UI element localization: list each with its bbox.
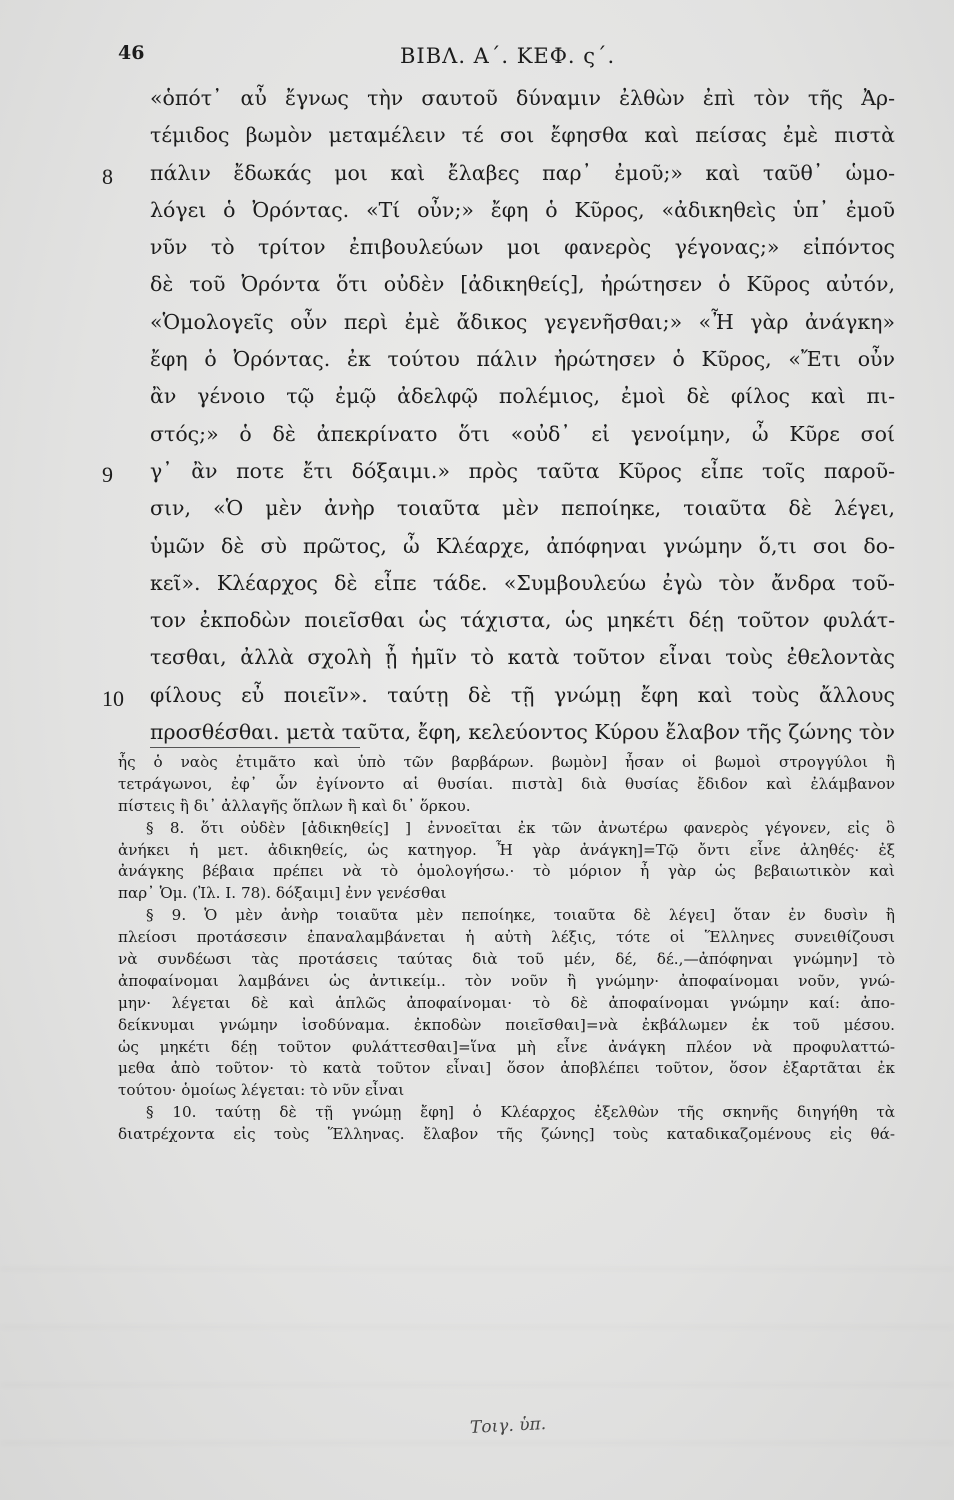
text-line: γ᾽ ἂν ποτε ἔτι δόξαιμι.» πρὸς ταῦτα Κῦρος εἶπε τοῖς παροῦ- [150, 458, 895, 483]
note-line: ἀποφαίνομαι λαμβάνει ὡς ἀντικείμ.. τὸν νοῦν ἢ γνώμην· ἀποφαίνομαι νοῦν, γνώ- [118, 971, 895, 990]
text-line: σιν, «Ὁ μὲν ἀνὴρ τοιαῦτα μὲν πεποίηκε, τοιαῦτα δὲ λέγει, [150, 496, 895, 521]
page-number: 46 [118, 42, 145, 64]
text-line: ἔφη ὁ Ὀρόντας. ἐκ τούτου πάλιν ἠρώτησεν ὁ Κῦρος, «Ἔτι οὖν [150, 347, 895, 372]
handwritten-note: Τοιγ. ὑπ. [469, 1414, 547, 1438]
text-line: λόγει ὁ Ὀρόντας. «Τί οὖν;» ἔφη ὁ Κῦρος, «ἀδικηθεὶς ὑπ᾽ ἐμοῦ [150, 197, 895, 222]
note-line: δείκνυμαι γνώμην ἰσοδύναμα. ἐκποδὼν ποιεῖσθαι]=νὰ ἐκβάλωμεν ἐκ τοῦ μέσου. [118, 1015, 895, 1034]
footnote-rule [150, 747, 360, 748]
main-text [150, 80, 895, 751]
show-through-from-reverse [0, 1240, 954, 1480]
note-line: § 8. ὅτι οὐδὲν [ἀδικηθείς] ] ἐννοεῖται ἐκ τῶν ἀνωτέρω φανερὸς γέγονεν, εἰς ὃ [146, 818, 895, 837]
text-line: φίλους εὖ ποιεῖν». ταύτῃ δὲ τῇ γνώμῃ ἔφη καὶ τοὺς ἄλλους [150, 682, 895, 707]
text-line: στός;» ὁ δὲ ἀπεκρίνατο ὅτι «οὐδ᾽ εἰ γενοίμην, ὦ Κῦρε σοί [150, 421, 895, 446]
note-line: τετράγωνοι, ἐφ᾽ ὧν ἐγίνοντο αἱ θυσίαι. πιστὰ] διὰ θυσίας ἔδιδον καὶ ἐλάμβανον [118, 774, 895, 793]
note-line: τούτου· ὁμοίως λέγεται: τὸ νῦν εἶναι [118, 1081, 405, 1100]
commentary-notes [118, 752, 895, 1146]
text-line: κεῖ». Κλέαρχος δὲ εἶπε τάδε. «Συμβουλεύω ἐγὼ τὸν ἄνδρα τοῦ- [150, 570, 895, 595]
section-number-9: 9 [102, 462, 113, 487]
note-line: διατρέχοντα εἰς τοὺς Ἕλληνας. ἔλαβον τῆς ζώνης] τοὺς καταδικαζομένους εἰς θά- [118, 1125, 895, 1144]
text-line: ὑμῶν δὲ σὺ πρῶτος, ὦ Κλέαρχε, ἀπόφηναι γνώμην ὅ,τι σοι δο- [150, 533, 895, 558]
note-line: ἀνάγκης βέβαια πρέπει νὰ τὸ ὁμολογήσω.· τὸ μόριον ἦ γὰρ ὡς βεβαιωτικὸν καὶ [118, 862, 895, 881]
note-line: ἀνήκει ἡ μετ. ἀδικηθείς, ὡς κατηγορ. Ἦ γὰρ ἀνάγκη]=Τῷ ὄντι εἶνε ἀληθές· ἐξ [118, 840, 895, 859]
note-line: μεθα ἀπὸ τοῦτον· τὸ κατὰ τοῦτον εἶναι] ὅσον ἀποβλέπει τοῦτον, ὅσον ἐξαρτᾶται ἐκ [118, 1059, 895, 1078]
text-line: ἂν γένοιο τῷ ἐμῷ ἀδελφῷ πολέμιος, ἐμοὶ δὲ φίλος καὶ πι- [150, 384, 895, 409]
text-line: πάλιν ἔδωκάς μοι καὶ ἔλαβες παρ᾽ ἐμοῦ;» καὶ ταῦθ᾽ ὡμο- [150, 160, 895, 185]
note-line: ὡς μηκέτι δέῃ τοῦτον φυλάττεσθαι]=ἵνα μὴ εἶνε ἀνάγκη πλέον νὰ προφυλαττώ- [118, 1037, 895, 1056]
text-line: τέμιδος βωμὸν μεταμέλειν τέ σοι ἔφησθα καὶ πείσας ἐμὲ πιστὰ [150, 123, 895, 148]
note-line: πλείοσι προτάσεσιν ἐπαναλαμβάνεται ἡ αὐτὴ λέξις, τότε οἱ Ἕλληνες συνειθίζουσι [118, 928, 895, 947]
note-line: ἧς ὁ ναὸς ἐτιμᾶτο καὶ ὑπὸ τῶν βαρβάρων. βωμὸν] ἦσαν οἱ βωμοὶ στρογγύλοι ἢ [118, 753, 895, 771]
note-line: νὰ συνδέωσι τὰς προτάσεις ταύτας διὰ τοῦ μέν, δέ, δέ.,—ἀπόφηναι γνώμην] τὸ [118, 950, 895, 969]
note-line: § 10. ταύτῃ δὲ τῇ γνώμῃ ἔφη] ὁ Κλέαρχος ἐξελθὼν τῆς σκηνῆς διηγήθη τὰ [146, 1103, 895, 1122]
text-line: τον ἐκποδὼν ποιεῖσθαι ὡς τάχιστα, ὡς μηκέτι δέῃ τοῦτον φυλάτ- [150, 608, 895, 633]
section-number-10: 10 [102, 686, 124, 711]
section-number-8: 8 [102, 164, 113, 189]
text-line: «Ὁμολογεῖς οὖν περὶ ἐμὲ ἄδικος γεγενῆσθαι;» «Ἦ γὰρ ἀνάγκη» [150, 309, 895, 334]
running-title: ΒΙΒΛ. Α΄. ΚΕΦ. ς΄. [400, 44, 616, 68]
note-line: πίστεις ἢ δι᾽ ἀλλαγῆς ὅπλων ἢ καὶ δι᾽ ὅρκου. [118, 796, 471, 815]
text-line: νῦν τὸ τρίτον ἐπιβουλεύων μοι φανερὸς γέγονας;» εἰπόντος [150, 235, 895, 260]
note-line: μην· λέγεται δὲ καὶ ἁπλῶς ἀποφαίνομαι· τὸ δὲ ἀποφαίνομαι γνώμην καί: ἀπο- [118, 993, 895, 1012]
note-line: παρ᾽ Ὁμ. (Ἰλ. Ι. 78). δόξαιμι] ἐνν γενέσθαι [118, 884, 447, 903]
text-line: δὲ τοῦ Ὀρόντα ὅτι οὐδὲν [ἀδικηθείς], ἠρώτησεν ὁ Κῦρος αὐτόν, [150, 272, 895, 297]
text-line: προσθέσθαι. μετὰ ταῦτα, ἔφη, κελεύοντος Κύρου ἔλαβον τῆς ζώνης τὸν [150, 720, 895, 745]
note-line: § 9. Ὁ μὲν ἀνὴρ τοιαῦτα μὲν πεποίηκε, τοιαῦτα δὲ λέγει] ὅταν ἐν δυσὶν ἢ [146, 906, 895, 925]
text-line: «ὁπότ᾽ αὖ ἔγνως τὴν σαυτοῦ δύναμιν ἐλθὼν ἐπὶ τὸν τῆς Ἀρ- [150, 86, 895, 110]
text-line: τεσθαι, ἀλλὰ σχολὴ ᾖ ἡμῖν τὸ κατὰ τοῦτον εἶναι τοὺς ἐθελοντὰς [150, 645, 895, 670]
